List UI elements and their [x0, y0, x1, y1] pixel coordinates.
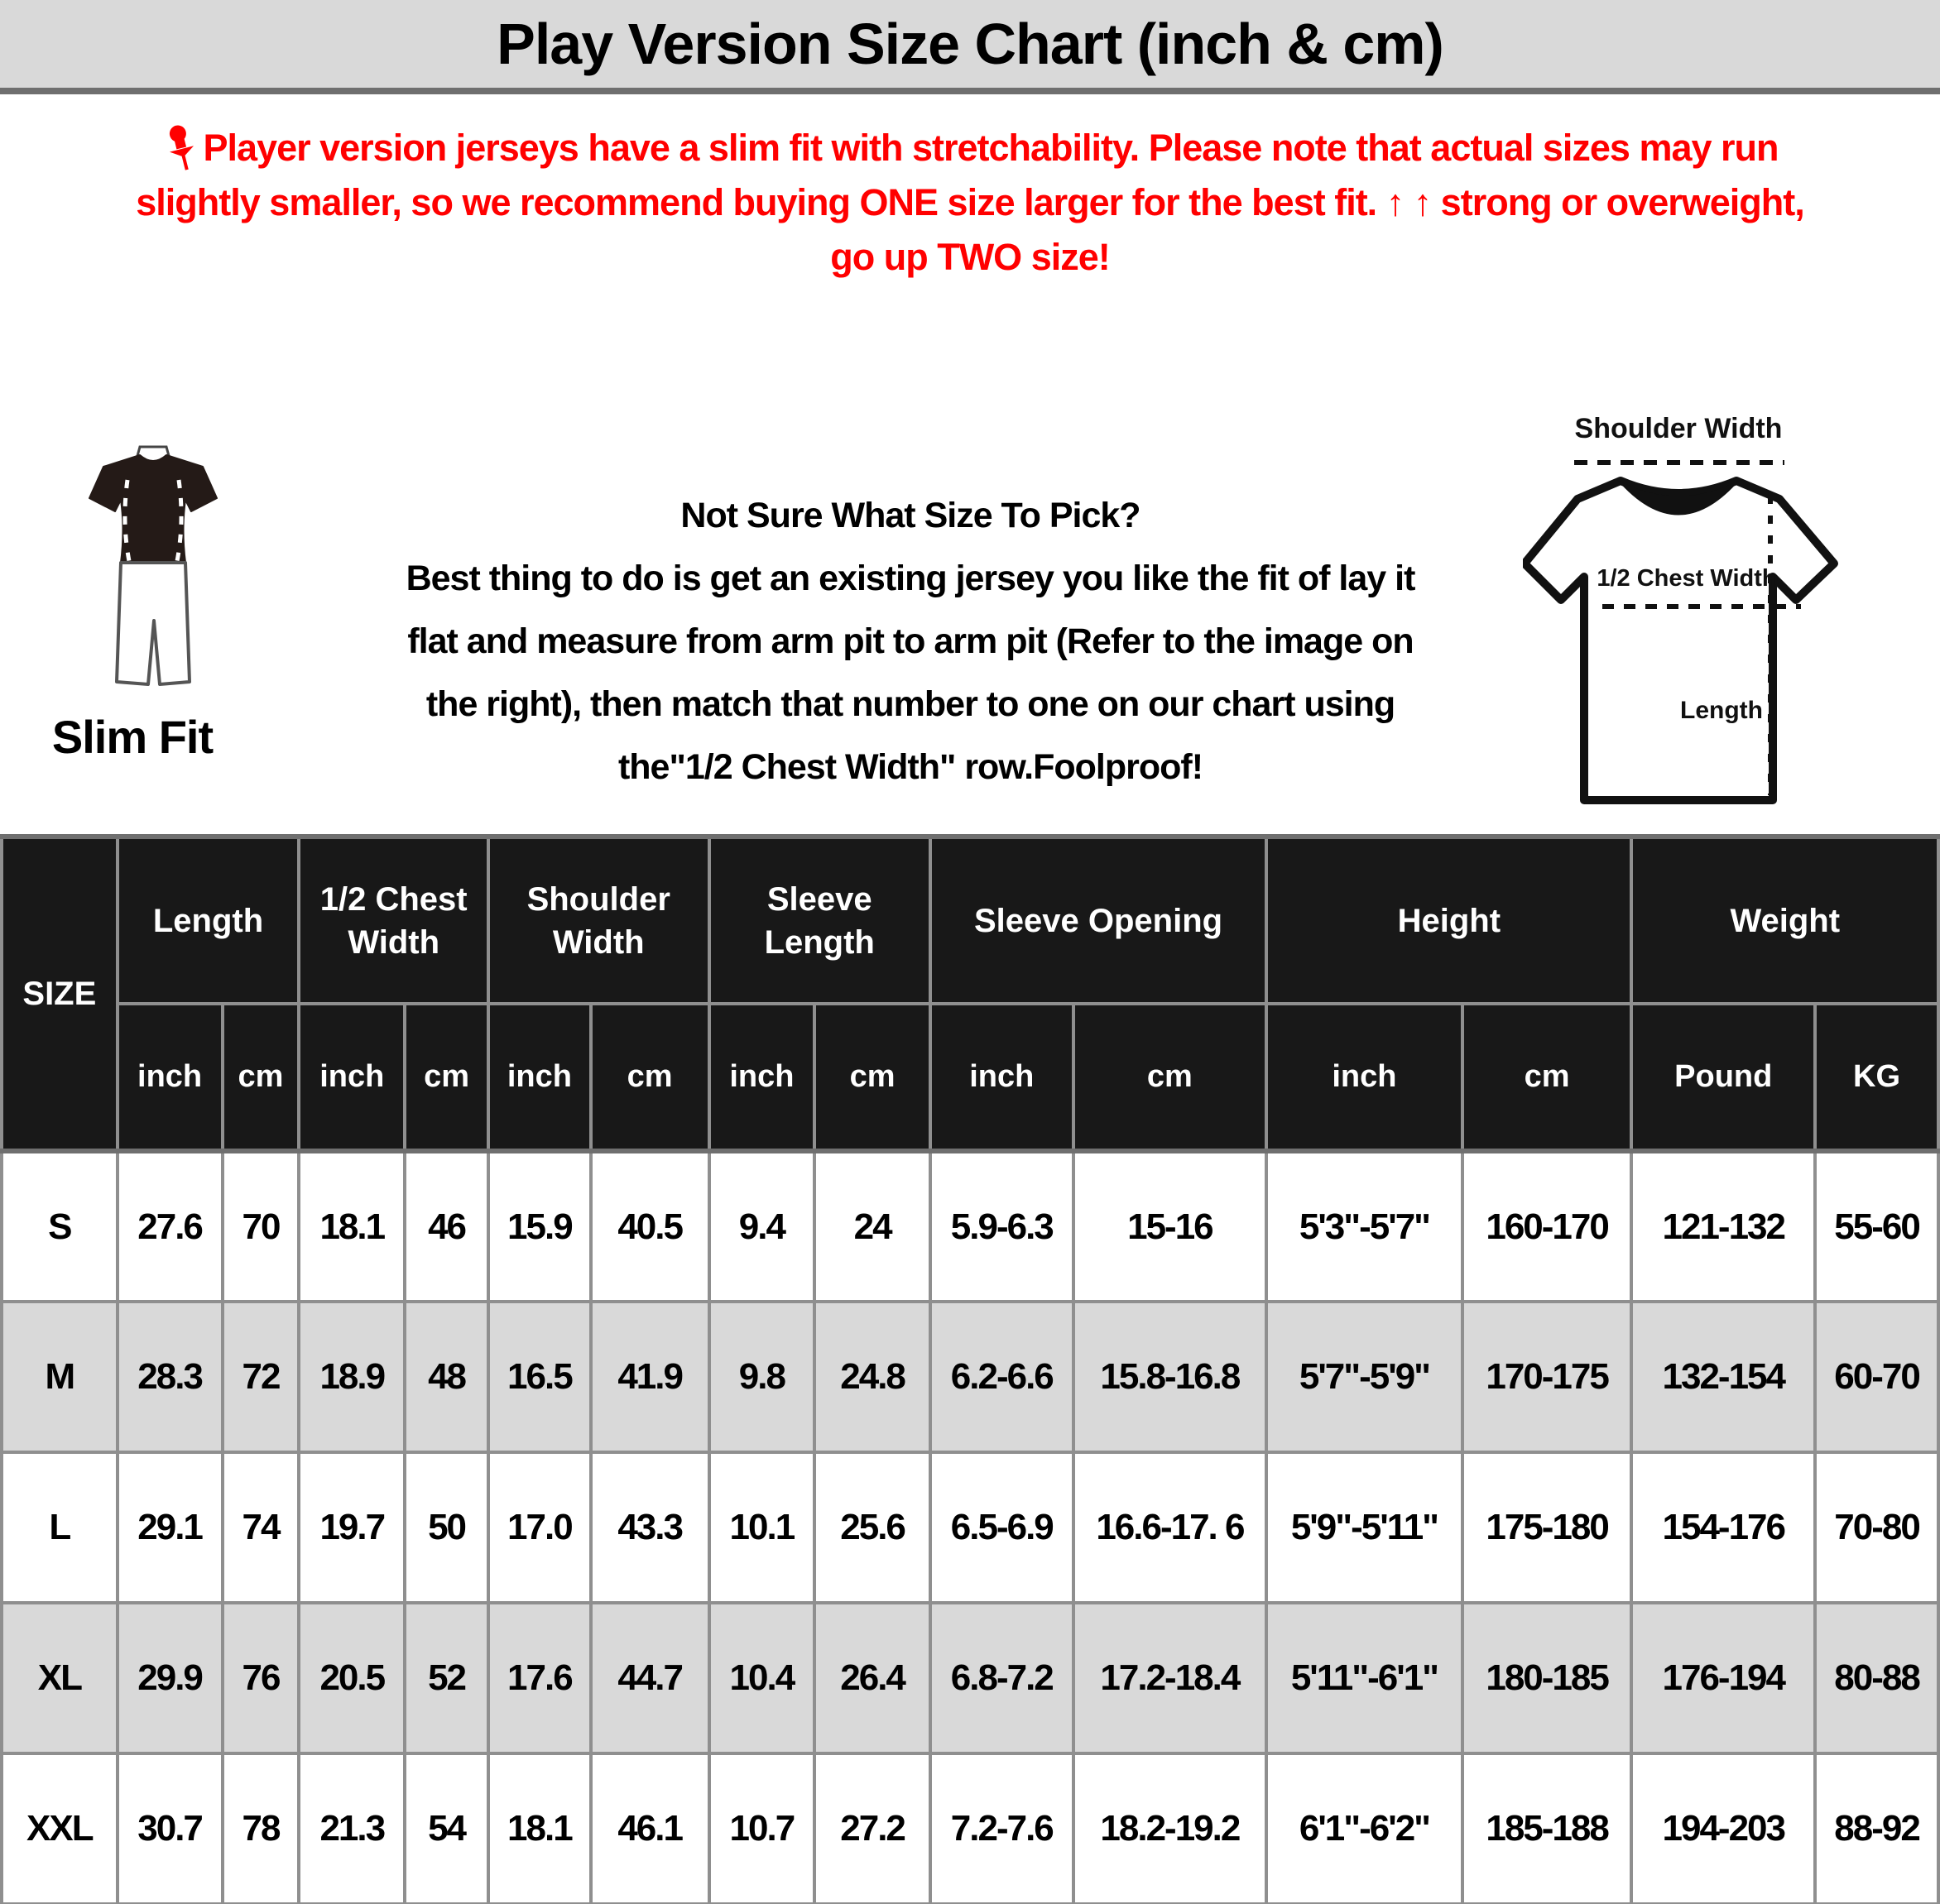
- table-row-xxl: [2, 1753, 1938, 1904]
- value-cell: 17.0: [488, 1452, 591, 1603]
- diagram-half-chest-label: 1/2 Chest Width: [1597, 565, 1777, 592]
- value-cell: 10.7: [709, 1753, 815, 1904]
- value-cell: 25.6: [814, 1452, 930, 1603]
- value-cell: 54: [405, 1753, 488, 1904]
- subheader-chest-cm: cm: [405, 1004, 488, 1151]
- subheader-sleeveopen-cm: cm: [1073, 1004, 1267, 1151]
- subheader-sleeveopen-inch: inch: [930, 1004, 1073, 1151]
- column-group-height: Height: [1266, 837, 1631, 1004]
- value-cell: 175-180: [1462, 1452, 1632, 1603]
- value-cell: 48: [405, 1302, 488, 1452]
- value-cell: 176-194: [1631, 1603, 1815, 1753]
- subheader-sleevelen-cm: cm: [814, 1004, 930, 1151]
- fit-warning-line1: [8, 121, 1932, 175]
- subheader-shoulder-inch: inch: [488, 1004, 591, 1151]
- size-cell: L: [2, 1452, 118, 1603]
- value-cell: 72: [223, 1302, 300, 1452]
- size-chart-table: [0, 834, 1940, 1904]
- value-cell: 9.8: [709, 1302, 815, 1452]
- value-cell: 46.1: [591, 1753, 709, 1904]
- value-cell: 70-80: [1815, 1452, 1938, 1603]
- value-cell: 5'3"-5'7": [1266, 1151, 1462, 1302]
- size-cell: XXL: [2, 1753, 118, 1904]
- fit-warning-line2: slightly smaller, so we recommend buying ONE size larger for the best fit. ↑ ↑ strong or overweight,: [136, 181, 1804, 223]
- value-cell: 10.4: [709, 1603, 815, 1753]
- guide-line: the"1/2 Chest Width" row.Foolproof!: [617, 747, 1203, 787]
- value-cell: 24.8: [814, 1302, 930, 1452]
- value-cell: 5.9-6.3: [930, 1151, 1073, 1302]
- slim-fit-label: Slim Fit: [51, 711, 214, 763]
- fit-warning: [8, 121, 1932, 285]
- column-group-half-chest-width: 1/2 Chest Width: [299, 837, 488, 1004]
- value-cell: 78: [223, 1753, 300, 1904]
- subheader-length-inch: inch: [118, 1004, 223, 1151]
- size-table-section: [0, 834, 1940, 1904]
- value-cell: 46: [405, 1151, 488, 1302]
- value-cell: 41.9: [591, 1302, 709, 1452]
- value-cell: 132-154: [1631, 1302, 1815, 1452]
- value-cell: 121-132: [1631, 1151, 1815, 1302]
- value-cell: 44.7: [591, 1603, 709, 1753]
- value-cell: 19.7: [299, 1452, 405, 1603]
- guide-line: flat and measure from arm pit to arm pit (Refer to the image on: [407, 621, 1414, 661]
- subheader-height-cm: cm: [1462, 1004, 1632, 1151]
- value-cell: 74: [223, 1452, 300, 1603]
- value-cell: 18.1: [299, 1151, 405, 1302]
- column-group-sleeve-length: Sleeve Length: [709, 837, 930, 1004]
- column-group-shoulder-width: Shoulder Width: [488, 837, 709, 1004]
- guide-heading: Not Sure What Size To Pick?: [680, 496, 1140, 535]
- value-cell: 6.5-6.9: [930, 1452, 1073, 1603]
- value-cell: 10.1: [709, 1452, 815, 1603]
- subheader-weight-pound: Pound: [1631, 1004, 1815, 1151]
- page-title: Play Version Size Chart (inch & cm): [497, 12, 1443, 76]
- value-cell: 29.9: [118, 1603, 223, 1753]
- value-cell: 194-203: [1631, 1753, 1815, 1904]
- subheader-shoulder-cm: cm: [591, 1004, 709, 1151]
- value-cell: 50: [405, 1452, 488, 1603]
- value-cell: 28.3: [118, 1302, 223, 1452]
- value-cell: 26.4: [814, 1603, 930, 1753]
- diagram-shoulder-width-label: Shoulder Width: [1574, 413, 1783, 444]
- slim-fit-figure-icon: [87, 445, 219, 689]
- value-cell: 20.5: [299, 1603, 405, 1753]
- value-cell: 18.2-19.2: [1073, 1753, 1267, 1904]
- pushpin-icon: [162, 122, 200, 172]
- value-cell: 180-185: [1462, 1603, 1632, 1753]
- value-cell: 6.2-6.6: [930, 1302, 1073, 1452]
- size-cell: M: [2, 1302, 118, 1452]
- value-cell: 154-176: [1631, 1452, 1815, 1603]
- value-cell: 27.6: [118, 1151, 223, 1302]
- subheader-height-inch: inch: [1266, 1004, 1462, 1151]
- guide-line: the right), then match that number to one on our chart using: [425, 684, 1395, 724]
- guide-line: Best thing to do is get an existing jersey you like the fit of lay it: [406, 559, 1415, 598]
- value-cell: 16.5: [488, 1302, 591, 1452]
- value-cell: 43.3: [591, 1452, 709, 1603]
- value-cell: 55-60: [1815, 1151, 1938, 1302]
- value-cell: 170-175: [1462, 1302, 1632, 1452]
- value-cell: 5'11"-6'1": [1266, 1603, 1462, 1753]
- table-row-l: [2, 1452, 1938, 1603]
- column-group-sleeve-opening: Sleeve Opening: [930, 837, 1266, 1004]
- value-cell: 80-88: [1815, 1603, 1938, 1753]
- title-bar: [0, 0, 1940, 94]
- column-group-length: Length: [118, 837, 300, 1004]
- value-cell: 15.9: [488, 1151, 591, 1302]
- value-cell: 6.8-7.2: [930, 1603, 1073, 1753]
- value-cell: 15-16: [1073, 1151, 1267, 1302]
- value-cell: 21.3: [299, 1753, 405, 1904]
- fit-warning-line1-text: Player version jerseys have a slim fit with stretchability. Please note that actual sizes may run: [203, 127, 1779, 169]
- value-cell: 5'9"-5'11": [1266, 1452, 1462, 1603]
- value-cell: 40.5: [591, 1151, 709, 1302]
- subheader-weight-kg: KG: [1815, 1004, 1938, 1151]
- value-cell: 70: [223, 1151, 300, 1302]
- value-cell: 30.7: [118, 1753, 223, 1904]
- value-cell: 160-170: [1462, 1151, 1632, 1302]
- table-row-m: [2, 1302, 1938, 1452]
- column-group-weight: Weight: [1631, 837, 1938, 1004]
- value-cell: 60-70: [1815, 1302, 1938, 1452]
- value-cell: 17.2-18.4: [1073, 1603, 1267, 1753]
- value-cell: 17.6: [488, 1603, 591, 1753]
- value-cell: 15.8-16.8: [1073, 1302, 1267, 1452]
- size-guide-text: [265, 484, 1556, 799]
- size-cell: XL: [2, 1603, 118, 1753]
- value-cell: 16.6-17. 6: [1073, 1452, 1267, 1603]
- tshirt-outline-icon: [1523, 400, 1846, 842]
- diagram-length-label: Length: [1680, 697, 1763, 724]
- subheader-chest-inch: inch: [299, 1004, 405, 1151]
- value-cell: 18.9: [299, 1302, 405, 1452]
- value-cell: 5'7"-5'9": [1266, 1302, 1462, 1452]
- column-header-size: SIZE: [2, 837, 118, 1151]
- value-cell: 18.1: [488, 1753, 591, 1904]
- value-cell: 24: [814, 1151, 930, 1302]
- fit-warning-line3: go up TWO size!: [830, 236, 1110, 278]
- table-row-s: [2, 1151, 1938, 1302]
- value-cell: 27.2: [814, 1753, 930, 1904]
- subheader-length-cm: cm: [223, 1004, 300, 1151]
- value-cell: 52: [405, 1603, 488, 1753]
- value-cell: 76: [223, 1603, 300, 1753]
- value-cell: 9.4: [709, 1151, 815, 1302]
- value-cell: 29.1: [118, 1452, 223, 1603]
- value-cell: 6'1"-6'2": [1266, 1753, 1462, 1904]
- value-cell: 185-188: [1462, 1753, 1632, 1904]
- table-row-xl: [2, 1603, 1938, 1753]
- subheader-sleevelen-inch: inch: [709, 1004, 815, 1151]
- value-cell: 7.2-7.6: [930, 1753, 1073, 1904]
- value-cell: 88-92: [1815, 1753, 1938, 1904]
- size-cell: S: [2, 1151, 118, 1302]
